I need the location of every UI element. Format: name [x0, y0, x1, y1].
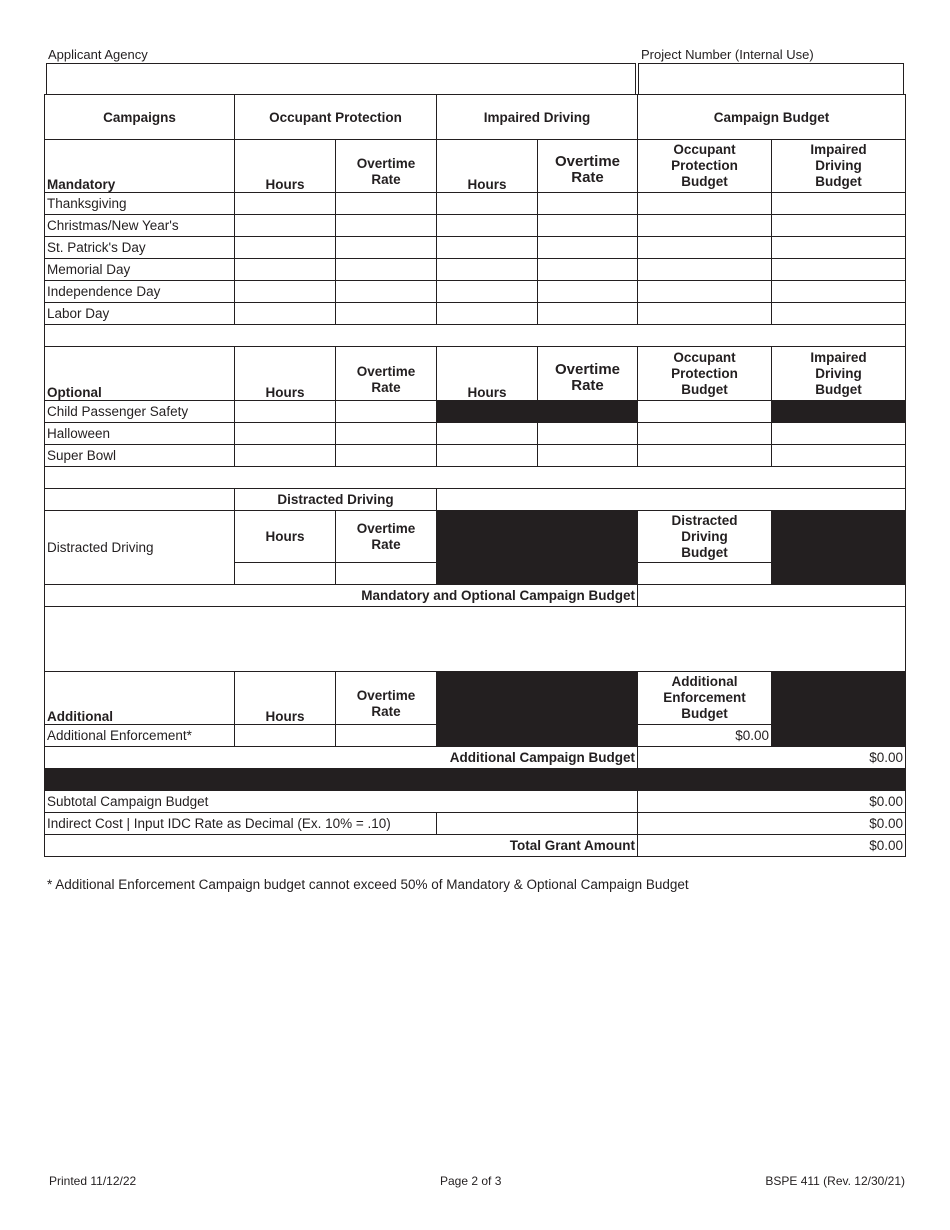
id-budget-line3: Budget — [815, 381, 862, 397]
campaigns-header: Campaigns — [45, 95, 235, 140]
id-rate-input[interactable] — [538, 237, 638, 259]
op-hours-input[interactable] — [235, 237, 336, 259]
overtime-text: Overtime — [356, 520, 416, 536]
add-rate-input[interactable] — [336, 725, 437, 747]
spacer-cell — [45, 325, 906, 347]
op-hours-header: Hours — [235, 347, 336, 401]
id-hours-input[interactable] — [437, 445, 538, 467]
mandatory-label: Labor Day — [45, 303, 235, 325]
id-hours-input[interactable] — [437, 423, 538, 445]
campaign-budget-table — [44, 94, 906, 857]
optional-title: Optional — [45, 347, 235, 401]
total-grant-value: $0.00 — [638, 835, 906, 857]
optional-label: Super Bowl — [45, 445, 235, 467]
blocked-cell — [772, 511, 906, 585]
mandatory-label: Thanksgiving — [45, 193, 235, 215]
overtime-text: Overtime — [356, 688, 416, 703]
op-budget-line1: Occupant — [673, 142, 736, 157]
spacer-cell — [45, 467, 906, 489]
id-hours-input[interactable] — [437, 237, 538, 259]
spacer-row — [45, 607, 906, 672]
op-budget-cell — [638, 401, 772, 423]
id-budget-line2: Driving — [815, 365, 862, 381]
distracted-driving-label: Distracted Driving — [45, 511, 235, 585]
table-row — [45, 401, 906, 423]
mandatory-title: Mandatory — [45, 140, 235, 193]
id-overtime-rate-header — [538, 347, 638, 401]
table-row — [45, 259, 906, 281]
overtime-text: Overtime — [356, 156, 416, 171]
page-number: Page 2 of 3 — [440, 1174, 502, 1188]
additional-campaign-budget-value: $0.00 — [638, 747, 906, 769]
id-rate-input[interactable] — [538, 303, 638, 325]
id-budget-line1: Impaired — [810, 349, 867, 365]
table-row — [45, 281, 906, 303]
op-hours-input[interactable] — [235, 445, 336, 467]
id-budget-cell — [772, 259, 906, 281]
op-hours-input[interactable] — [235, 281, 336, 303]
op-budget-cell — [638, 215, 772, 237]
op-hours-input[interactable] — [235, 423, 336, 445]
op-budget-line2: Protection — [671, 365, 738, 381]
id-budget-header — [772, 347, 906, 401]
id-budget-cell — [772, 445, 906, 467]
op-rate-input[interactable] — [336, 193, 437, 215]
total-grant-label: Total Grant Amount — [45, 835, 638, 857]
form-number: BSPE 411 (Rev. 12/30/21) — [765, 1174, 905, 1188]
spacer-row — [45, 325, 906, 347]
id-budget-line2: Driving — [815, 158, 862, 173]
blocked-cell — [437, 672, 638, 747]
impaired-driving-header: Impaired Driving — [437, 95, 638, 140]
id-budget-cell — [772, 237, 906, 259]
table-row — [45, 303, 906, 325]
dd-budget-cell — [638, 563, 772, 585]
table-row — [45, 445, 906, 467]
op-budget-header — [638, 347, 772, 401]
dd-budget-line1: Distracted — [671, 512, 738, 528]
distracted-driving-header: Distracted Driving — [235, 489, 437, 511]
table-row — [45, 237, 906, 259]
op-budget-cell — [638, 193, 772, 215]
id-budget-line3: Budget — [815, 174, 862, 189]
id-budget-cell — [772, 423, 906, 445]
id-rate-input[interactable] — [538, 193, 638, 215]
op-budget-line3: Budget — [681, 174, 728, 189]
op-hours-input[interactable] — [235, 215, 336, 237]
blocked-cell — [437, 511, 638, 585]
mandatory-label: Christmas/New Year's — [45, 215, 235, 237]
dd-empty-cell — [437, 489, 906, 511]
id-budget-line1: Impaired — [810, 142, 867, 157]
optional-label: Halloween — [45, 423, 235, 445]
rate-text: Rate — [371, 704, 401, 719]
rate-text: Rate — [571, 376, 604, 394]
op-hours-header: Hours — [235, 140, 336, 193]
dd-hours-input[interactable] — [235, 563, 336, 585]
blocked-cell — [772, 401, 906, 423]
id-hours-input[interactable] — [437, 281, 538, 303]
blocked-cell — [538, 401, 638, 423]
mandatory-optional-budget-value — [638, 585, 906, 607]
table-row — [45, 215, 906, 237]
add-budget-line3: Budget — [681, 706, 728, 721]
additional-enforcement-label: Additional Enforcement* — [45, 725, 235, 747]
id-rate-input[interactable] — [538, 259, 638, 281]
add-budget-line2: Enforcement — [663, 690, 746, 705]
blocked-cell — [772, 672, 906, 747]
dd-budget-line3: Budget — [681, 544, 728, 560]
applicant-agency-input[interactable] — [46, 63, 636, 95]
additional-budget-value: $0.00 — [638, 725, 772, 747]
occupant-protection-header: Occupant Protection — [235, 95, 437, 140]
op-rate-input[interactable] — [336, 237, 437, 259]
op-hours-input[interactable] — [235, 193, 336, 215]
op-rate-input[interactable] — [336, 215, 437, 237]
op-budget-cell — [638, 281, 772, 303]
dd-empty-cell — [45, 489, 235, 511]
op-budget-cell — [638, 237, 772, 259]
id-hours-input[interactable] — [437, 259, 538, 281]
spacer-row — [45, 467, 906, 489]
op-overtime-rate-header — [336, 140, 437, 193]
op-hours-input[interactable] — [235, 401, 336, 423]
subtotal-label: Subtotal Campaign Budget — [45, 791, 638, 813]
id-rate-input[interactable] — [538, 281, 638, 303]
id-rate-input[interactable] — [538, 445, 638, 467]
op-rate-input[interactable] — [336, 259, 437, 281]
applicant-agency-label: Applicant Agency — [48, 47, 148, 62]
overtime-text: Overtime — [554, 153, 621, 170]
op-budget-cell — [638, 259, 772, 281]
id-budget-cell — [772, 193, 906, 215]
project-number-input[interactable] — [638, 63, 904, 95]
optional-label: Child Passenger Safety — [45, 401, 235, 423]
blocked-cell — [437, 401, 538, 423]
printed-date: Printed 11/12/22 — [49, 1174, 137, 1188]
op-rate-input[interactable] — [336, 423, 437, 445]
rate-text: Rate — [571, 169, 604, 186]
op-hours-input[interactable] — [235, 259, 336, 281]
rate-text: Rate — [371, 172, 401, 187]
id-overtime-rate-header — [538, 140, 638, 193]
op-rate-input[interactable] — [336, 401, 437, 423]
add-hours-header: Hours — [235, 672, 336, 725]
id-hours-header: Hours — [437, 347, 538, 401]
id-budget-cell — [772, 281, 906, 303]
rate-text: Rate — [371, 379, 401, 395]
dd-budget-header — [638, 511, 772, 563]
campaign-budget-header: Campaign Budget — [638, 95, 906, 140]
additional-budget-header — [638, 672, 772, 725]
id-hours-input[interactable] — [437, 215, 538, 237]
dd-budget-line2: Driving — [681, 528, 728, 544]
subtotal-value: $0.00 — [638, 791, 906, 813]
budget-note: * Additional Enforcement Campaign budget cannot exceed 50% of Mandatory & Optional Campaign Budget — [47, 877, 689, 892]
additional-title: Additional — [45, 672, 235, 725]
id-hours-input[interactable] — [437, 193, 538, 215]
table-row — [45, 423, 906, 445]
id-rate-input[interactable] — [538, 423, 638, 445]
additional-campaign-budget-label: Additional Campaign Budget — [45, 747, 638, 769]
table-row — [45, 193, 906, 215]
dd-overtime-rate-header — [336, 511, 437, 563]
op-budget-header — [638, 140, 772, 193]
op-budget-line3: Budget — [681, 381, 728, 397]
id-hours-header: Hours — [437, 140, 538, 193]
op-hours-input[interactable] — [235, 303, 336, 325]
idc-value: $0.00 — [638, 813, 906, 835]
overtime-text: Overtime — [356, 363, 416, 379]
id-budget-cell — [772, 215, 906, 237]
add-hours-input[interactable] — [235, 725, 336, 747]
op-overtime-rate-header — [336, 347, 437, 401]
op-rate-input[interactable] — [336, 281, 437, 303]
id-rate-input[interactable] — [538, 215, 638, 237]
rate-text: Rate — [371, 536, 401, 552]
spacer-cell — [45, 607, 906, 672]
add-overtime-rate-header — [336, 672, 437, 725]
op-rate-input[interactable] — [336, 445, 437, 467]
divider-bar — [45, 769, 906, 791]
op-budget-cell — [638, 423, 772, 445]
add-budget-line1: Additional — [671, 674, 738, 689]
mandatory-label: Memorial Day — [45, 259, 235, 281]
id-hours-input[interactable] — [437, 303, 538, 325]
op-budget-cell — [638, 445, 772, 467]
mandatory-label: St. Patrick's Day — [45, 237, 235, 259]
id-budget-header — [772, 140, 906, 193]
op-budget-cell — [638, 303, 772, 325]
idc-label: Indirect Cost | Input IDC Rate as Decimal (Ex. 10% = .10) — [45, 813, 437, 835]
id-budget-cell — [772, 303, 906, 325]
mandatory-optional-budget-label: Mandatory and Optional Campaign Budget — [45, 585, 638, 607]
dd-rate-input[interactable] — [336, 563, 437, 585]
project-number-label: Project Number (Internal Use) — [641, 47, 814, 62]
op-budget-line2: Protection — [671, 158, 738, 173]
dd-hours-header: Hours — [235, 511, 336, 563]
overtime-text: Overtime — [554, 360, 621, 378]
divider-row — [45, 769, 906, 791]
idc-rate-input[interactable] — [437, 813, 638, 835]
mandatory-label: Independence Day — [45, 281, 235, 303]
op-budget-line1: Occupant — [673, 349, 736, 365]
op-rate-input[interactable] — [336, 303, 437, 325]
